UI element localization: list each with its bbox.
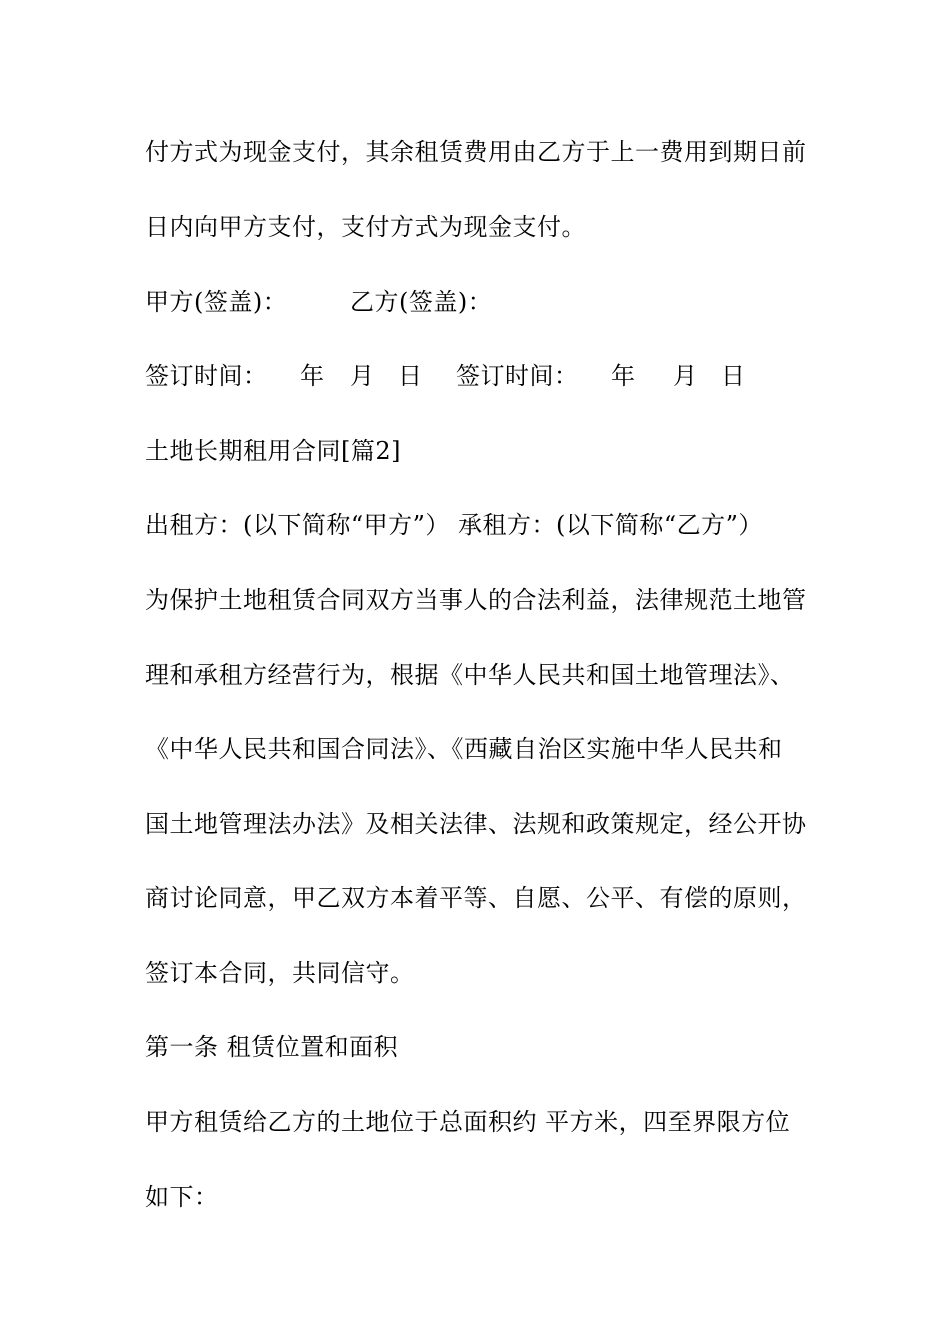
text-line: 国土地管理法办法》及相关法律、法规和政策规定，经公开协	[145, 810, 807, 838]
text-line: 签订本合同，共同信守。	[145, 959, 415, 987]
party-b-date-label: 签订时间：	[456, 362, 579, 390]
text-line: 日内向甲方支付，支付方式为现金支付。	[145, 213, 586, 241]
party-a-date-label: 签订时间：	[145, 362, 268, 390]
article-heading: 第一条 租赁位置和面积	[145, 1033, 399, 1061]
text-line: 商讨论同意，甲乙双方本着平等、自愿、公平、有偿的原则，	[145, 884, 807, 912]
text-line: 甲方租赁给乙方的土地位于总面积约 平方米，四至界限方位	[145, 1108, 791, 1136]
text-line: 付方式为现金支付，其余租赁费用由乙方于上一费用到期日前	[145, 138, 807, 166]
party-a-month-label: 月	[350, 362, 375, 390]
text-line: 如下：	[145, 1183, 219, 1211]
section-title: 土地长期租用合同[篇2]	[145, 437, 401, 465]
party-b-signature-label: 乙方(签盖)：	[350, 288, 493, 316]
party-a-year-label: 年	[300, 362, 325, 390]
party-b-day-label: 日	[721, 362, 746, 390]
text-line: 为保护土地租赁合同双方当事人的合法利益，法律规范土地管	[145, 586, 807, 614]
text-line: 《中华人民共和国合同法》、《西藏自治区实施中华人民共和	[145, 735, 783, 763]
party-b-month-label: 月	[673, 362, 698, 390]
party-b-year-label: 年	[611, 362, 636, 390]
text-line: 出租方：(以下简称“甲方”） 承租方：(以下简称“乙方”）	[145, 511, 763, 539]
party-a-day-label: 日	[398, 362, 423, 390]
party-a-signature-label: 甲方(签盖)：	[145, 288, 288, 316]
text-line: 理和承租方经营行为，根据《中华人民共和国土地管理法》、	[145, 661, 795, 689]
